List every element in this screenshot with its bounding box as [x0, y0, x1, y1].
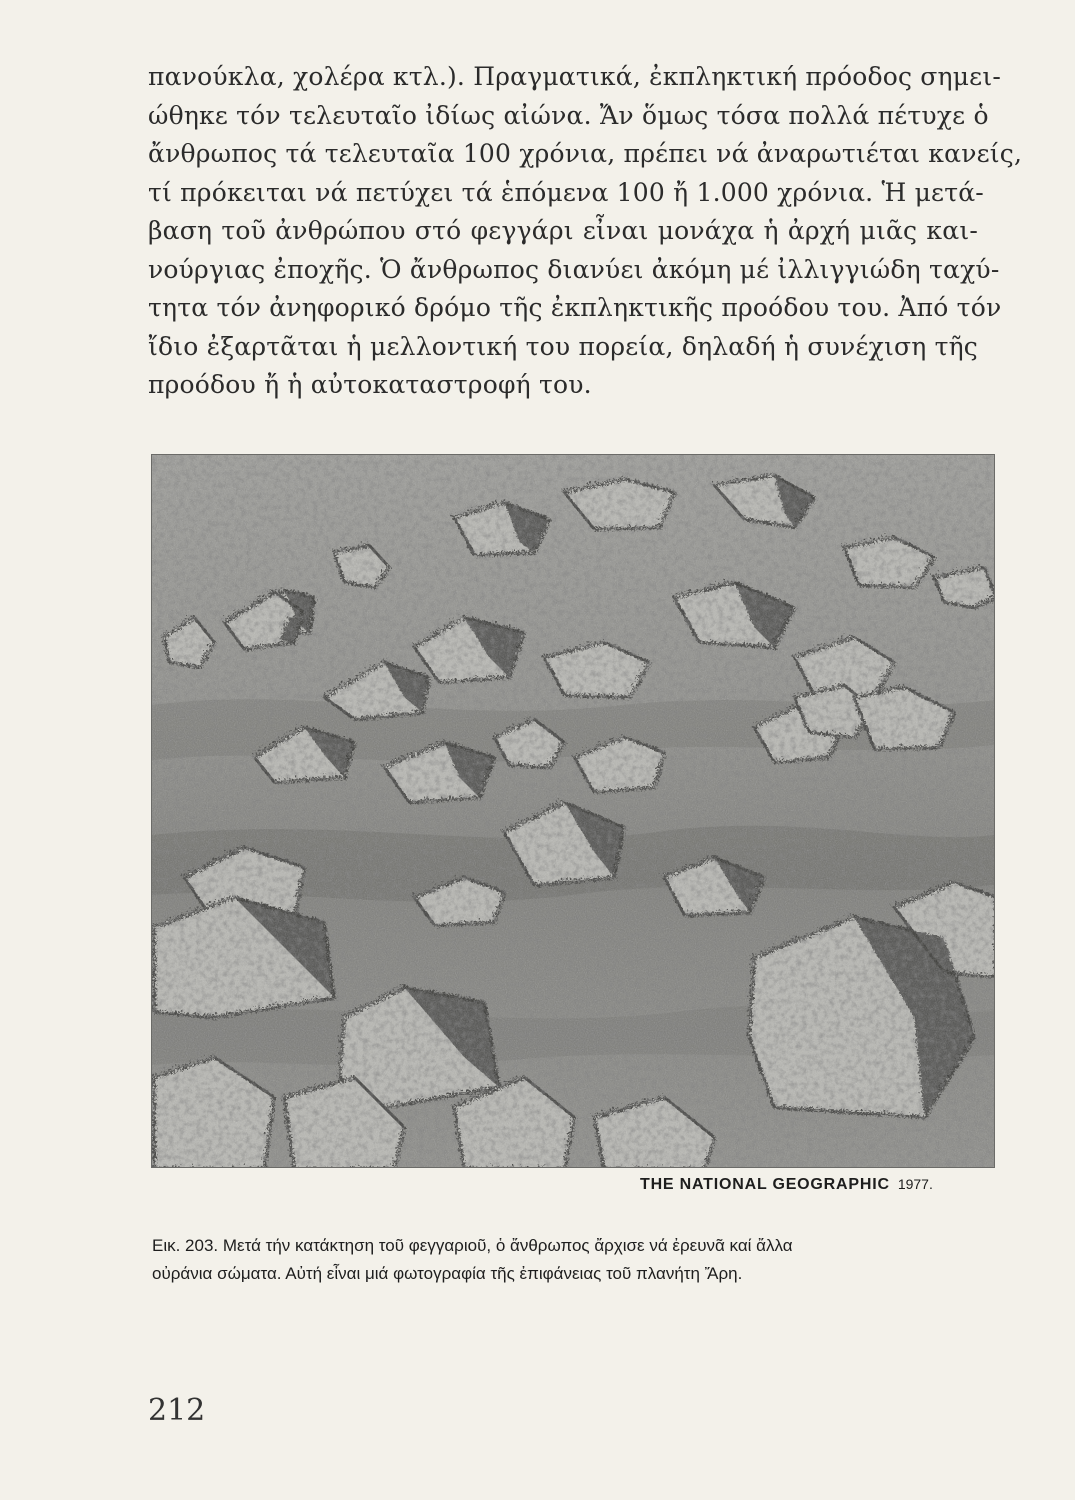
text-line: βαση τοῦ ἀνθρώπου στό φεγγάρι εἶναι μονάχα ἡ ἀρχή μιᾶς και- [148, 216, 978, 245]
text-line: προόδου ἤ ἡ αὐτοκαταστροφή του. [148, 370, 592, 399]
rocky-terrain-image [152, 455, 994, 1167]
figure-caption [152, 1232, 980, 1288]
text-line: νούργιας ἐποχῆς. Ὁ ἄνθρωπος διανύει ἀκόμη μέ ἰλλιγγιώδη ταχύ- [148, 254, 1000, 284]
text-line: ἴδιο ἐξαρτᾶται ἡ μελλοντική του πορεία, δηλαδή ἡ συνέχιση τῆς [148, 331, 978, 361]
text-line: ώθηκε τόν τελευταῖο ἰδίως αἰώνα. Ἄν ὅμως τόσα πολλά πέτυχε ὁ [148, 100, 989, 130]
mars-surface-photo [152, 455, 994, 1167]
caption-line: οὐράνια σώματα. Αὐτή εἶναι μιά φωτογραφία τῆς ἐπιφάνειας τοῦ πλανήτη Ἄρη. [152, 1264, 743, 1283]
text-line: πανούκλα, χολέρα κτλ.). Πραγματικά, ἐκπληκτική πρόοδος σημει- [148, 62, 1001, 91]
credit-source: THE NATIONAL GEOGRAPHIC [640, 1176, 890, 1193]
text-line: τί πρόκειται νά πετύχει τά ἑπόμενα 100 ἤ 1.000 χρόνια. Ἡ μετά- [148, 177, 984, 207]
credit-year: 1977. [897, 1176, 933, 1192]
text-line: τητα τόν ἀνηφορικό δρόμο τῆς ἐκπληκτικῆς προόδου του. Ἀπό τόν [148, 293, 1002, 322]
body-paragraph [148, 58, 1023, 405]
page-number: 212 [148, 1393, 206, 1428]
text-line: ἄνθρωπος τά τελευταῖα 100 χρόνια, πρέπει νά ἀναρωτιέται κανείς, [148, 139, 1023, 168]
caption-line: Εικ. 203. Μετά τήν κατάκτηση τοῦ φεγγαριοῦ, ὁ ἄνθρωπος ἄρχισε νά ἐρευνᾶ καί ἄλλα [152, 1236, 793, 1255]
photo-credit [640, 1176, 933, 1194]
